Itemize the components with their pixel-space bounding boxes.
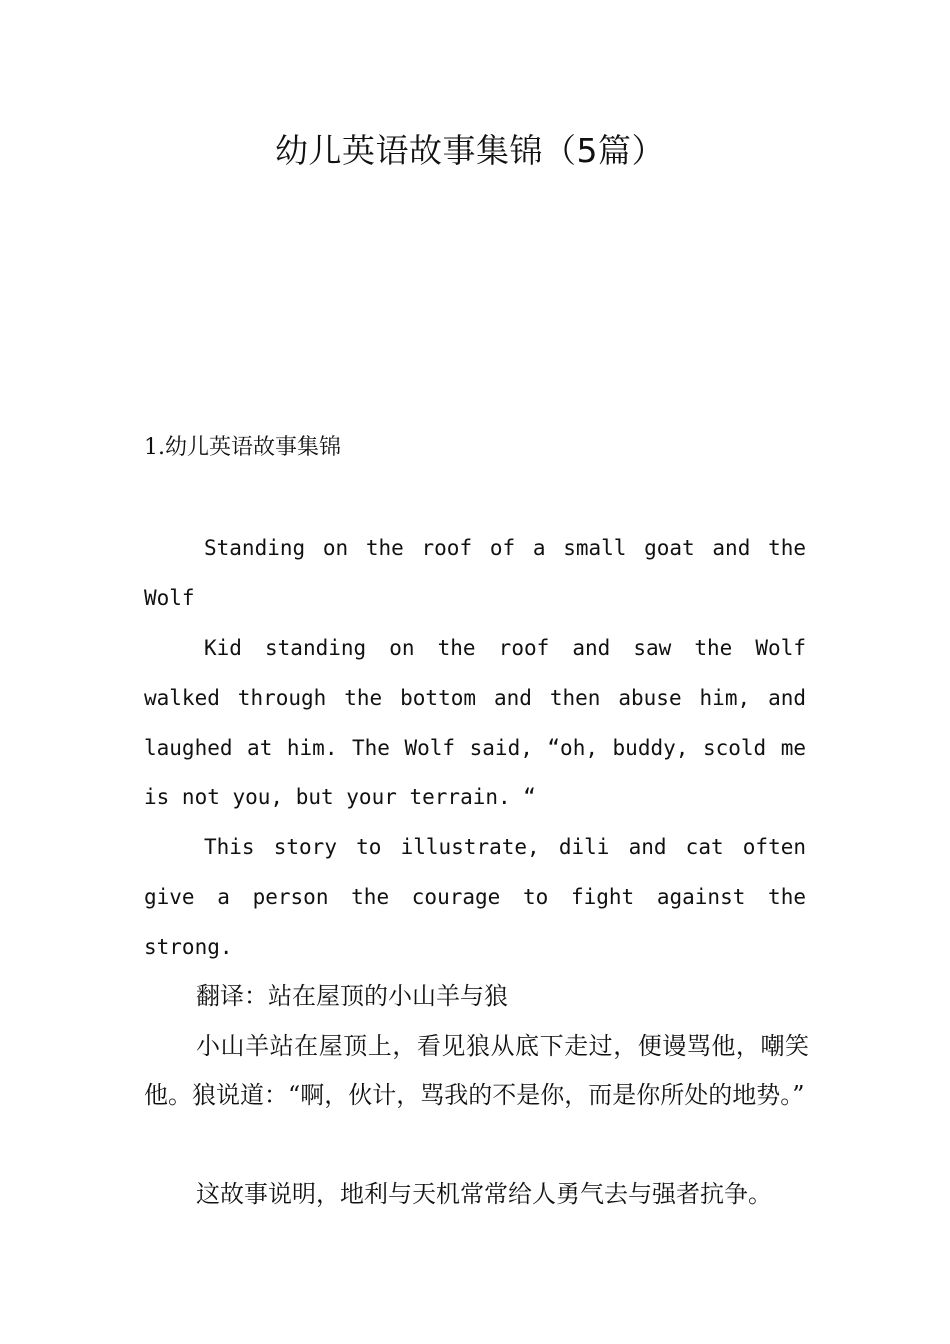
chinese-paragraph-1: 小山羊站在屋顶上，看见狼从底下走过，便谩骂他，嘲笑他。狼说道：“啊，伙计，骂我的不是你，而是你所处的地势。” [144,1032,809,1109]
english-story-title: Standing on the roof of a small goat and the Wolf [144,536,806,610]
chinese-paragraph-2: 这故事说明，地利与天机常常给人勇气去与强者抗争。 [196,1180,772,1208]
chinese-translation-title: 翻译：站在屋顶的小山羊与狼 [196,982,508,1010]
english-paragraph-2: This story to illustrate, dili and cat often give a person the courage to fight against the strong. [144,835,806,959]
english-paragraph-1: Kid standing on the roof and saw the Wolf walked through the bottom and then abuse him, and laughed at him. The Wolf said, “oh, buddy, scold me is not you, but your terrain. “ [144,636,806,810]
document-title: 幼儿英语故事集锦（5篇） [275,131,665,170]
section-heading: 1.幼儿英语故事集锦 [144,435,341,460]
